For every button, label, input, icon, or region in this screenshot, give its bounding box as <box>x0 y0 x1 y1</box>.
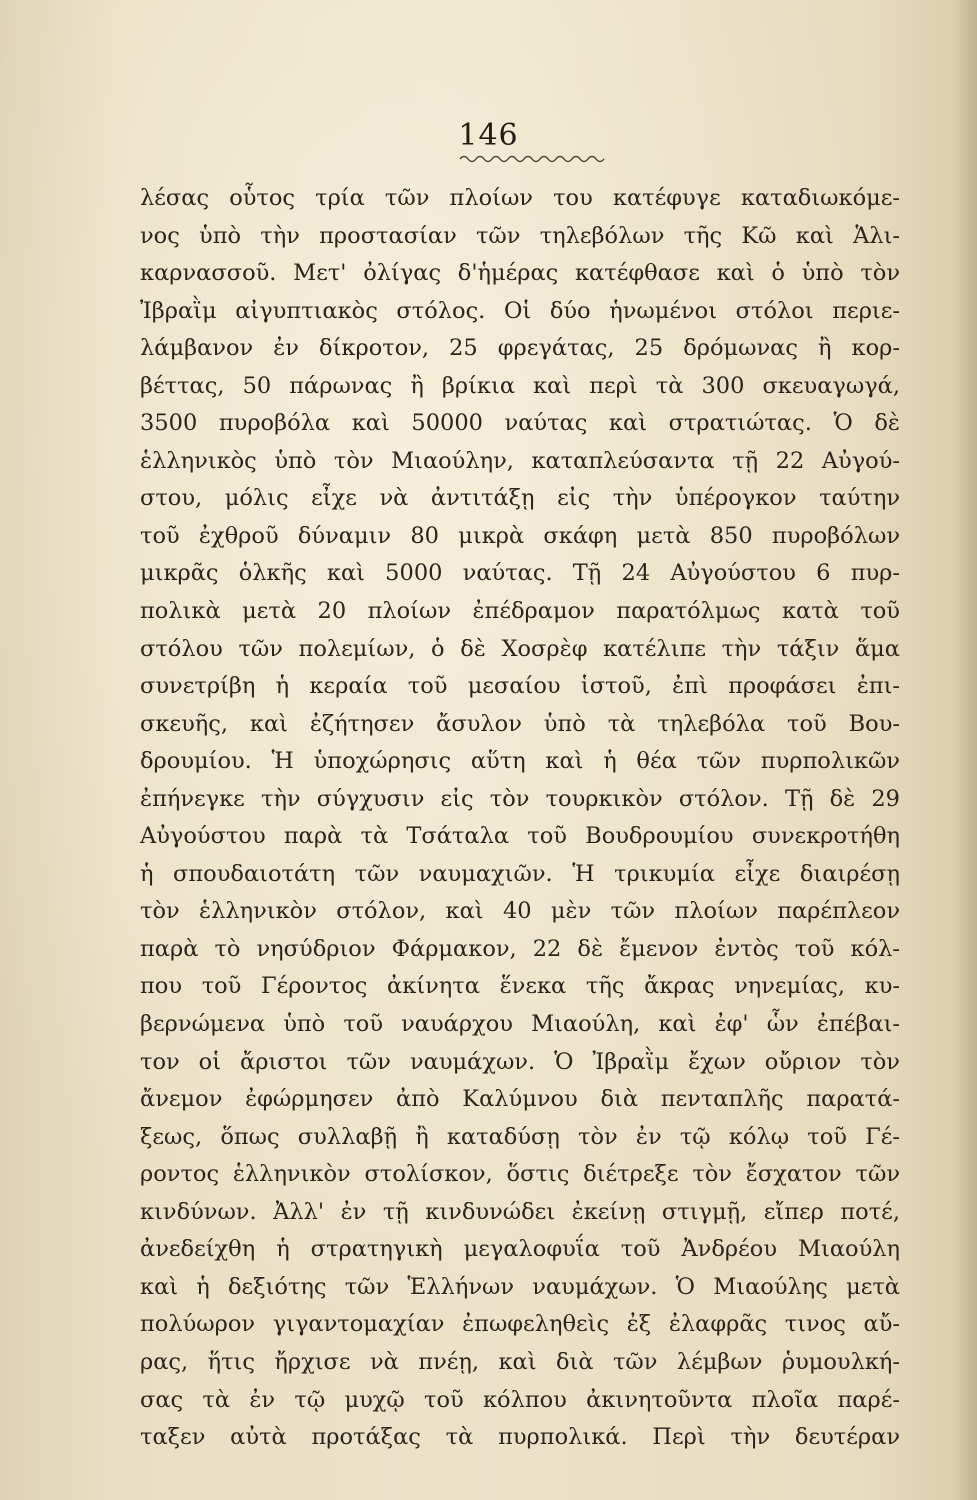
text-line: παρὰ τὸ νησύδριον Φάρμακον, 22 δὲ ἔμενον ἐντὸς τοῦ κόλ- <box>140 935 900 962</box>
wavy-rule-ornament <box>458 152 608 166</box>
text-line: τοῦ ἐχθροῦ δύναμιν 80 μικρὰ σκάφη μετὰ 850 πυροβόλων <box>140 522 900 549</box>
text-line: Ἰβραῒμ αἰγυπτιακὸς στόλος. Οἱ δύο ἡνωμένοι στόλοι περιε- <box>140 297 900 324</box>
text-line: τον οἱ ἄριστοι τῶν ναυμάχων. Ὁ Ἰβραῒμ ἔχων οὔριον τὸν <box>140 1048 900 1075</box>
text-line: ἑλληνικὸς ὑπὸ τὸν Μιαούλην, καταπλεύσαντα τῇ 22 Αὐγού- <box>140 447 900 474</box>
text-line: ἡ σπουδαιοτάτη τῶν ναυμαχιῶν. Ἡ τρικυμία εἶχε διαιρέσῃ <box>140 860 900 887</box>
text-line: λάμβανον ἐν δίκροτον, 25 φρεγάτας, 25 δρόμωνας ἢ κορ- <box>140 335 900 362</box>
text-line: ἐπήνεγκε τὴν σύγχυσιν εἰς τὸν τουρκικὸν στόλον. Τῇ δὲ 29 <box>140 785 900 812</box>
text-line: καὶ ἡ δεξιότης τῶν Ἑλλήνων ναυμάχων. Ὁ Μιαούλης μετὰ <box>140 1273 900 1300</box>
text-line: ξεως, ὅπως συλλαβῇ ἢ καταδύσῃ τὸν ἐν τῷ κόλῳ τοῦ Γέ- <box>140 1123 900 1150</box>
text-line: ἀνεδείχθη ἡ στρατηγικὴ μεγαλοφυΐα τοῦ Ἀνδρέου Μιαούλη <box>140 1236 900 1263</box>
text-line: που τοῦ Γέροντος ἀκίνητα ἕνεκα τῆς ἄκρας νηνεμίας, κυ- <box>140 973 900 1000</box>
text-line: στόλου τῶν πολεμίων, ὁ δὲ Χοσρὲφ κατέλιπε τὴν τάξιν ἅμα <box>140 635 900 662</box>
text-line: ρας, ἥτις ἤρχισε νὰ πνέῃ, καὶ διὰ τῶν λέμβων ῥυμουλκή- <box>140 1348 900 1375</box>
text-line: μικρᾶς ὁλκῆς καὶ 5000 ναύτας. Τῇ 24 Αὐγούστου 6 πυρ- <box>140 560 900 587</box>
text-line: 3500 πυροβόλα καὶ 50000 ναύτας καὶ στρατιώτας. Ὁ δὲ <box>140 410 900 437</box>
text-line: ἄνεμον ἐφώρμησεν ἀπὸ Καλύμνου διὰ πενταπλῆς παρατά- <box>140 1086 900 1113</box>
text-line: ροντος ἑλληνικὸν στολίσκον, ὅστις διέτρεξε τὸν ἔσχατον τῶν <box>140 1161 900 1188</box>
body-text <box>140 180 900 1457</box>
text-line: Αὐγούστου παρὰ τὰ Τσάταλα τοῦ Βουδρουμίου συνεκροτήθη <box>140 823 900 850</box>
text-line: κινδύνων. Ἀλλ' ἐν τῇ κινδυνώδει ἐκείνῃ στιγμῇ, εἴπερ ποτέ, <box>140 1198 900 1225</box>
text-line: καρνασσοῦ. Μετ' ὀλίγας δ'ἡμέρας κατέφθασε καὶ ὁ ὑπὸ τὸν <box>140 260 900 287</box>
text-line: βερνώμενα ὑπὸ τοῦ ναυάρχου Μιαούλη, καὶ ἐφ' ὧν ἐπέβαι- <box>140 1011 900 1038</box>
text-line: πολικὰ μετὰ 20 πλοίων ἐπέδραμον παρατόλμως κατὰ τοῦ <box>140 598 900 625</box>
text-line: σκευῆς, καὶ ἐζήτησεν ἄσυλον ὑπὸ τὰ τηλεβόλα τοῦ Βου- <box>140 710 900 737</box>
text-line: λέσας οὗτος τρία τῶν πλοίων του κατέφυγε καταδιωκόμε- <box>140 185 900 211</box>
page-number: 146 <box>458 118 519 153</box>
text-line: ταξεν αὐτὰ προτάξας τὰ πυρπολικά. Περὶ τὴν δευτέραν <box>140 1424 900 1451</box>
text-line: βέττας, 50 πάρωνας ἢ βρίκια καὶ περὶ τὰ 300 σκευαγωγά, <box>140 372 900 399</box>
text-line: νος ὑπὸ τὴν προστασίαν τῶν τηλεβόλων τῆς Κῶ καὶ Ἁλι- <box>140 222 900 249</box>
text-line: στου, μόλις εἶχε νὰ ἀντιτάξῃ εἰς τὴν ὑπέρογκον ταύτην <box>140 485 900 512</box>
text-line: τὸν ἑλληνικὸν στόλον, καὶ 40 μὲν τῶν πλοίων παρέπλεον <box>140 898 900 925</box>
text-line: πολύωρον γιγαντομαχίαν ἐπωφεληθεὶς ἐξ ἐλαφρᾶς τινος αὔ- <box>140 1311 900 1338</box>
text-line: σας τὰ ἐν τῷ μυχῷ τοῦ κόλπου ἀκινητοῦντα πλοῖα παρέ- <box>140 1386 900 1413</box>
text-line: δρουμίου. Ἡ ὑποχώρησις αὕτη καὶ ἡ θέα τῶν πυρπολικῶν <box>140 748 900 775</box>
text-line: συνετρίβη ἡ κεραία τοῦ μεσαίου ἱστοῦ, ἐπὶ προφάσει ἐπι- <box>140 673 900 700</box>
